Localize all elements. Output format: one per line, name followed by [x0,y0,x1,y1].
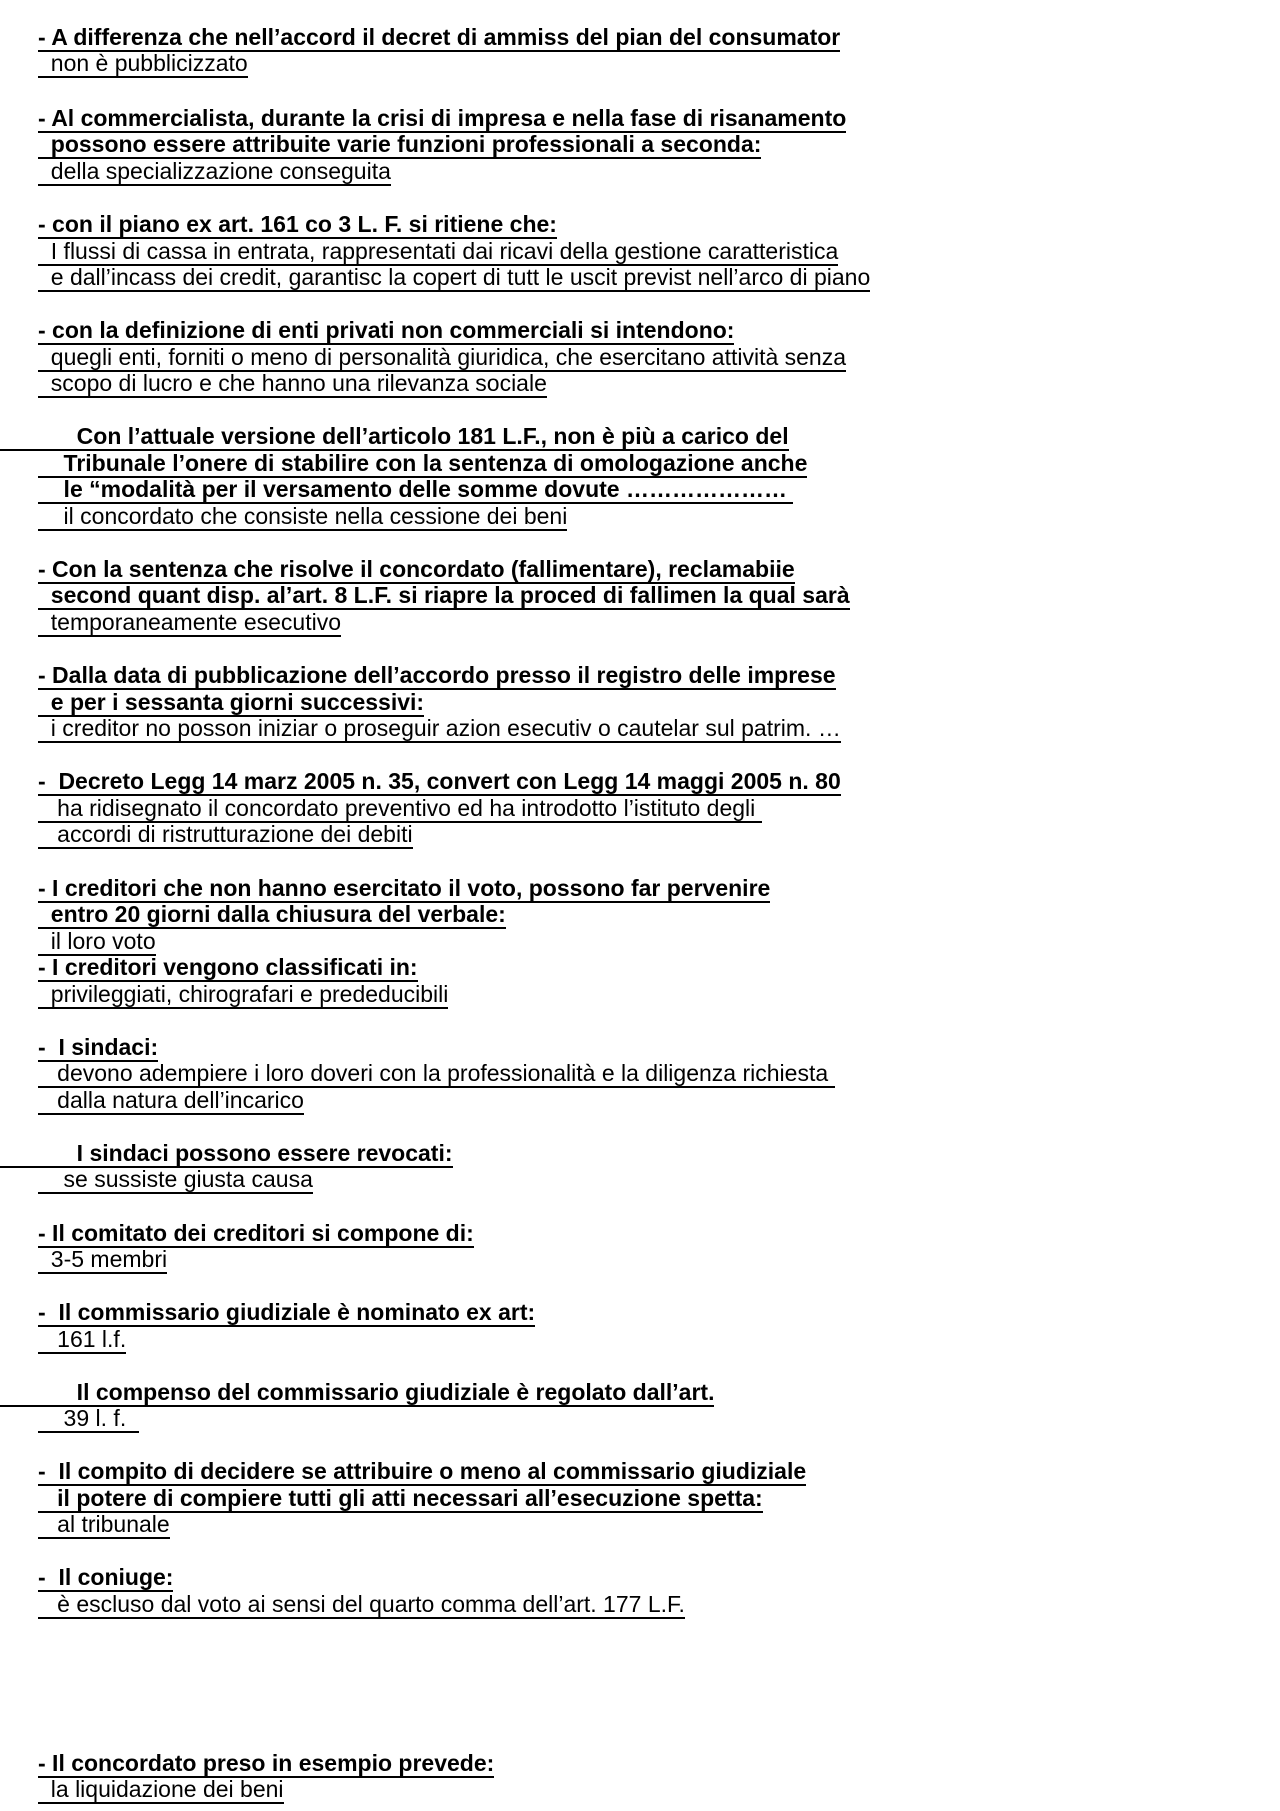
answer-line: non è pubblicizzato [38,50,248,76]
answer-line: 161 l.f. [38,1326,127,1352]
question-line: - Il compito di decidere se attribuire o meno al commissario giudiziale [38,1458,807,1484]
question-line: - Dalla data di pubblicazione dell’accordo presso il registro delle imprese [38,662,836,688]
question-line: I sindaci possono essere revocati: [0,1140,453,1166]
question-line: - con il piano ex art. 161 co 3 L. F. si ritiene che: [38,211,557,237]
question-line: il potere di compiere tutti gli atti necessari all’esecuzione spetta: [38,1485,763,1511]
answer-line: dalla natura dell’incarico [38,1087,304,1113]
question-line: - I creditori vengono classificati in: [38,954,418,980]
question-line: - Decreto Legg 14 marz 2005 n. 35, convert con Legg 14 maggi 2005 n. 80 [38,768,841,794]
answer-line: ha ridisegnato il concordato preventivo ed ha introdotto l’istituto degli [38,795,762,821]
question-line: - con la definizione di enti privati non commerciali si intendono: [38,317,735,343]
question-line: le “modalità per il versamento delle somme dovute ………………… [38,476,794,502]
question-line: entro 20 giorni dalla chiusura del verbale: [38,901,506,927]
answer-line: I flussi di cassa in entrata, rappresentati dai ricavi della gestione caratteristica [38,238,839,264]
answer-line: della specializzazione conseguita [38,158,391,184]
answer-line: privileggiati, chirografari e prededucibili [38,981,449,1007]
question-line: Il compenso del commissario giudiziale è regolato dall’art. [0,1379,715,1405]
question-line: Tribunale l’onere di stabilire con la sentenza di omologazione anche [38,450,808,476]
answer-line: 39 l. f. [38,1405,139,1431]
answer-line: è escluso dal voto ai sensi del quarto comma dell’art. 177 L.F. [38,1591,685,1617]
question-line: possono essere attribuite varie funzioni professionali a seconda: [38,131,762,157]
question-line: second quant disp. al’art. 8 L.F. si riapre la proced di fallimen la qual sarà [38,582,850,608]
answer-line: accordi di ristrutturazione dei debiti [38,821,413,847]
question-line: - I creditori che non hanno esercitato il voto, possono far pervenire [38,875,771,901]
answer-line: se sussiste giusta causa [38,1166,313,1192]
answer-line: al tribunale [38,1511,170,1537]
answer-line: devono adempiere i loro doveri con la professionalità e la diligenza richiesta [38,1060,835,1086]
answer-line: il loro voto [38,928,156,954]
question-line: - Il coniuge: [38,1564,174,1590]
question-line: e per i sessanta giorni successivi: [38,689,425,715]
question-line: - Il concordato preso in esempio prevede: [38,1750,495,1776]
question-line: Con l’attuale versione dell’articolo 181 L.F., non è più a carico del [0,423,789,449]
question-line: - Il commissario giudiziale è nominato ex art: [38,1299,536,1325]
question-line: - Al commercialista, durante la crisi di impresa e nella fase di risanamento [38,105,847,131]
answer-line: e dall’incass dei credit, garantisc la copert di tutt le uscit previst nell’arco di piano [38,264,871,290]
answer-line: 3-5 membri [38,1246,168,1272]
question-line: - Con la sentenza che risolve il concordato (fallimentare), reclamabiie [38,556,795,582]
answer-line: i creditor no posson iniziar o proseguir azion esecutiv o cautelar sul patrim. … [38,715,841,741]
answer-line: scopo di lucro e che hanno una rilevanza sociale [38,370,547,396]
answer-line: il concordato che consiste nella cessione dei beni [38,503,568,529]
question-line: - A differenza che nell’accord il decret di ammiss del pian del consumator [38,24,841,50]
answer-line: temporaneamente esecutivo [38,609,342,635]
question-line: - Il comitato dei creditori si compone di: [38,1220,474,1246]
answer-line: quegli enti, forniti o meno di personalità giuridica, che esercitano attività senza [38,344,847,370]
question-line: - I sindaci: [38,1034,159,1060]
answer-line: la liquidazione dei beni [38,1776,284,1802]
